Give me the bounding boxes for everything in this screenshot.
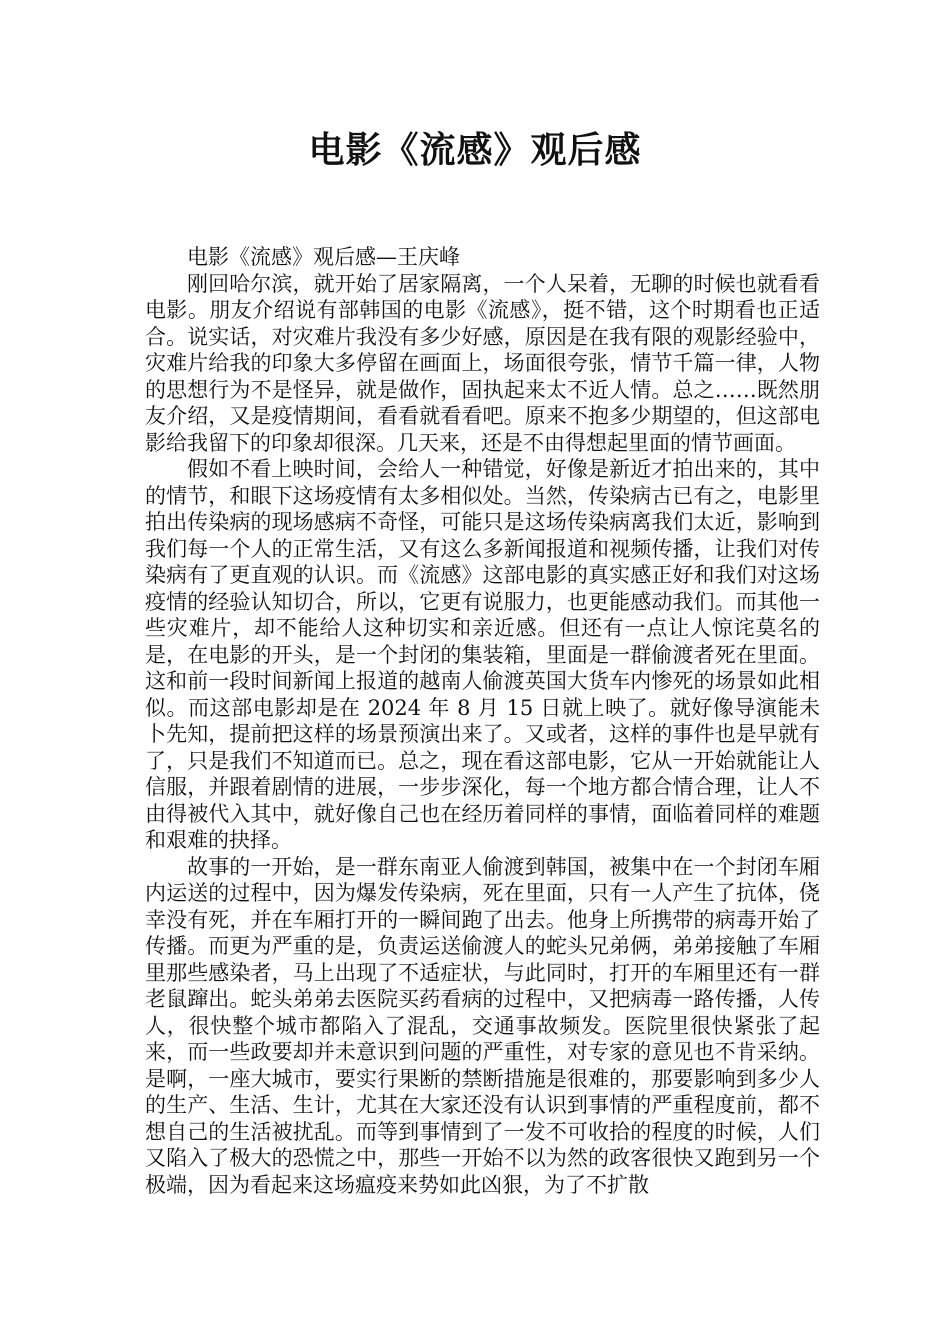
paragraph-3: 故事的一开始，是一群东南亚人偷渡到韩国，被集中在一个封闭车厢内运送的过程中，因为爆发传染病，死在里面，只有一人产生了抗体，侥幸没有死，并在车厢打开的一瞬间跑了出去。他身上所携带的病毒开始了传播。而更为严重的是，负责运送偷渡人的蛇头兄弟俩，弟弟接触了车厢里那些感染者，马上出现了不适症状，与此同时，打开的车厢里还有一群老鼠蹿出。蛇头弟弟去医院买药看病的过程中，又把病毒一路传播，人传人，很快整个城市都陷入了混乱，交通事故频发。医院里很快紧张了起来，而一些政要却并未意识到问题的严重性，对专家的意见也不肯采纳。是啊，一座大城市，要实行果断的禁断措施是很难的，那要影响到多少人的生产、生活、生计，尤其在大家还没有认识到事情的严重程度前，都不想自己的生活被扰乱。而等到事情到了一发不可收拾的程度的时候，人们又陷入了极大的恐慌之中，那些一开始不以为然的政客很快又跑到另一个极端，因为看起来这场瘟疫来势如此凶狠，为了不扩散 bbox=[145, 854, 820, 1197]
paragraph-2: 假如不看上映时间，会给人一种错觉，好像是新近才拍出来的，其中的情节，和眼下这场疫情有太多相似处。当然，传染病古已有之，电影里拍出传染病的现场感病不奇怪，可能只是这场传染病离我们太近，影响到我们每一个人的正常生活，又有这么多新闻报道和视频传播，让我们对传染病有了更直观的认识。而《流感》这部电影的真实感正好和我们对这场疫情的经验认知切合，所以，它更有说服力，也更能感动我们。而其他一些灾难片，却不能给人这种切实和亲近感。但还有一点让人惊诧莫名的是，在电影的开头，是一个封闭的集装箱，里面是一群偷渡者死在里面。这和前一段时间新闻上报道的越南人偷渡英国大货车内惨死的场景如此相似。而这部电影却是在 2024 年 8 月 15 日就上映了。就好像导演能未卜先知，提前把这样的场景预演出来了。又或者，这样的事件也是早就有了，只是我们不知道而已。总之，现在看这部电影，它从一开始就能让人信服，并跟着剧情的进展，一步步深化，每一个地方都合情合理，让人不由得被代入其中，就好像自己也在经历着同样的事情，面临着同样的难题和艰难的抉择。 bbox=[145, 457, 820, 852]
byline: 电影《流感》观后感—王庆峰 bbox=[187, 245, 460, 269]
paragraph-1: 刚回哈尔滨，就开始了居家隔离，一个人呆着，无聊的时候也就看看电影。朋友介绍说有部韩国的电影《流感》，挺不错，这个时期看也正适合。说实话，对灾难片我没有多少好感，原因是在我有限的观影经验中，灾难片给我的印象大多停留在画面上，场面很夸张，情节千篇一律，人物的思想行为不是怪异，就是做作，固执起来太不近人情。总之……既然朋友介绍，又是疫情期间，看看就看看吧。原来不抱多少期望的，但这部电影给我留下的印象却很深。几天来，还是不由得想起里面的情节画面。 bbox=[145, 271, 820, 455]
document-title: 电影《流感》观后感 bbox=[308, 130, 642, 171]
document-body bbox=[145, 244, 820, 1198]
